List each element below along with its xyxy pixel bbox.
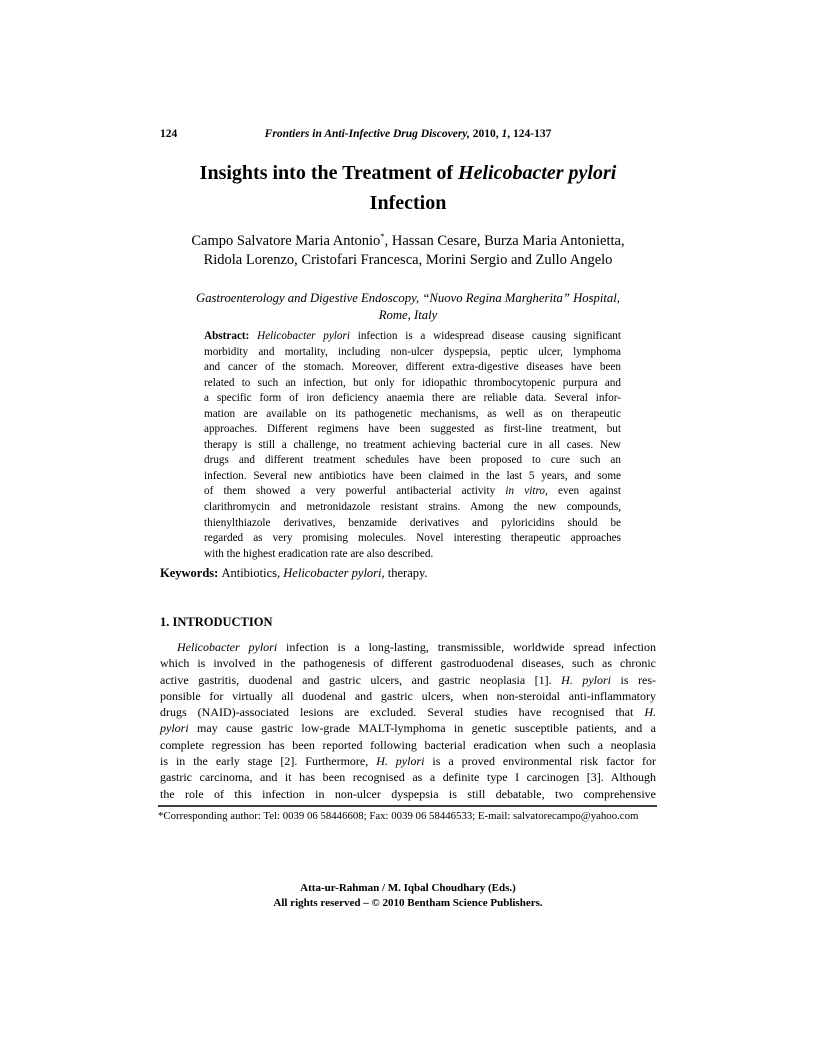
text-segment: drugs and different treatment schedules have been proposed to cure such an <box>204 454 621 467</box>
book-footer <box>160 881 656 910</box>
text-segment: in vitro <box>505 485 546 498</box>
text-line <box>204 531 621 547</box>
text-line <box>204 376 621 392</box>
text-segment: may cause gastric low-grade MALT-lymphoma in genetic susceptible patients, and a <box>188 721 656 736</box>
text-segment: and cancer of the stomach. Moreover, different extra-digestive diseases have been <box>204 361 621 374</box>
text-segment: Antibiotics, <box>221 566 284 580</box>
text-segment: Helicobacter pylori <box>283 566 382 580</box>
text-line <box>160 688 656 704</box>
text-line <box>160 720 656 736</box>
text-segment: related to such an infection, but only for idiopathic thrombocytopenic purpura and <box>204 376 621 389</box>
text-segment: is in the early stage [2]. Furthermore, <box>160 754 377 769</box>
text-segment: Abstract: <box>204 330 258 342</box>
journal-citation <box>160 128 656 140</box>
text-segment: with the highest eradication rate are also described. <box>204 547 434 560</box>
text-line <box>160 655 656 671</box>
text-segment: , Hassan Cesare, Burza Maria Antonietta, <box>384 232 625 249</box>
text-segment: Helicobacter pylori <box>458 162 617 184</box>
text-line <box>204 469 621 485</box>
text-segment: gastric carcinoma, and it has been recognised as a definite type I carcinogen [3]. Although <box>160 770 656 785</box>
text-segment: drugs (NAID)-associated lesions are excluded. Several studies have recognised that <box>160 705 645 720</box>
text-line <box>160 639 656 655</box>
text-line <box>160 227 656 251</box>
text-segment: complete regression has been reported following bacterial eradication when such a neoplasia <box>160 737 656 752</box>
text-segment: Helicobacter pylori <box>177 640 278 654</box>
text-line <box>204 453 621 469</box>
text-line <box>160 769 656 785</box>
text-line <box>158 188 658 218</box>
text-segment: H. pylori <box>376 754 425 769</box>
text-segment: regarded as very promising molecules. Novel interesting therapeutic approaches <box>204 532 621 545</box>
text-line <box>204 345 621 361</box>
text-segment: , even against <box>545 485 622 498</box>
text-segment: of them showed a very powerful antibacterial activity <box>204 485 506 498</box>
text-segment: the role of this infection in non-ulcer dyspepsia is still debatable, two comprehensive <box>160 786 656 801</box>
text-segment: is res- <box>611 672 656 687</box>
affiliation <box>160 290 656 323</box>
corresponding-author-note: *Corresponding author: Tel: 0039 06 58446608; Fax: 0039 06 58446533; E-mail: salvatorecampo@yahoo.com <box>158 810 639 822</box>
text-line <box>158 158 658 188</box>
text-segment: , 124-137 <box>507 128 552 140</box>
text-line <box>204 422 621 438</box>
introduction-paragraph <box>160 639 656 802</box>
text-segment: infection is a long-lasting, transmissible, worldwide spread infection <box>277 640 656 654</box>
text-segment: 1 <box>501 128 508 140</box>
footnote-rule <box>158 805 657 807</box>
text-segment: therapy is still a challenge, no treatment achieving bacterial cure in all cases. New <box>204 438 621 451</box>
text-segment: Frontiers in Anti-Infective Drug Discovery, <box>264 128 473 140</box>
text-segment: pylori <box>160 721 189 736</box>
copyright-line: All rights reserved – © 2010 Bentham Science Publishers. <box>273 896 543 909</box>
text-line <box>204 360 621 376</box>
running-head <box>160 128 656 144</box>
text-line <box>160 786 656 802</box>
text-segment: Gastroenterology and Digestive Endoscopy, “Nuovo Regina Margherita” Hospital, <box>196 291 620 305</box>
text-segment: infection is a widespread disease causing significant <box>349 330 622 342</box>
text-segment: Campo Salvatore Maria Antonio <box>191 232 381 249</box>
text-segment: infection. Several new antibiotics have been claimed in the last 5 years, and some <box>204 469 621 482</box>
text-segment: mation are available on its pathogenetic mechanisms, as well as on therapeutic <box>204 407 621 420</box>
text-segment: Rome, Italy <box>378 307 438 322</box>
text-line <box>204 500 621 516</box>
text-segment: which is involved in the pathogenesis of different gastroduodenal diseases, such as chronic <box>160 656 656 671</box>
text-segment: , therapy. <box>381 566 428 580</box>
text-line <box>204 438 621 454</box>
text-line <box>204 391 621 407</box>
text-segment: clarithromycin and metronidazole resistant strains. Among the new compounds, <box>204 501 621 514</box>
text-segment: Infection <box>369 192 447 214</box>
text-segment: Helicobacter pylori <box>257 330 350 342</box>
text-segment: morbidity and mortality, including non-ulcer dyspepsia, peptic ulcer, lymphoma <box>204 345 621 358</box>
text-segment: a specific form of iron deficiency anaemia there are reliable data. Several infor- <box>204 392 621 405</box>
editors-line: Atta-ur-Rahman / M. Iqbal Choudhary (Eds.) <box>300 882 516 894</box>
text-line <box>204 547 621 563</box>
text-line <box>160 307 656 324</box>
section-heading-introduction: 1. INTRODUCTION <box>160 615 273 629</box>
text-segment: approaches. Different regimens have been suggested as first-line treatment, but <box>204 423 621 436</box>
author-list <box>160 227 656 271</box>
text-segment: H. <box>644 705 656 720</box>
text-line <box>204 329 621 345</box>
text-line <box>160 672 656 688</box>
paper-title <box>158 158 658 218</box>
text-segment: Ridola Lorenzo, Cristofari Francesca, Morini Sergio and Zullo Angelo <box>203 252 613 269</box>
text-segment: H. pylori <box>561 672 611 687</box>
text-line <box>204 407 621 423</box>
text-segment: active gastritis, duodenal and gastric ulcers, and gastric neoplasia [1]. <box>160 672 562 687</box>
text-segment: thienylthiazole derivatives, benzamide derivatives and pyloricidins should be <box>204 516 621 529</box>
page-number: 124 <box>160 128 178 140</box>
text-segment: Keywords: <box>160 566 222 580</box>
text-segment: is a proved environmental risk factor for <box>424 754 656 769</box>
text-line <box>204 484 621 500</box>
text-line <box>204 516 621 532</box>
text-line <box>160 753 656 769</box>
abstract-block <box>204 329 621 562</box>
text-segment: 2010, <box>472 128 502 140</box>
text-segment: * <box>380 231 385 241</box>
text-line <box>160 704 656 720</box>
text-segment: Insights into the Treatment of <box>199 162 459 184</box>
text-segment: ponsible for virtually all duodenal and gastric ulcers, when non-steroidal anti-inflammatory <box>160 688 656 703</box>
text-line <box>160 251 656 271</box>
keywords-line <box>160 566 656 581</box>
text-line <box>160 737 656 753</box>
text-line <box>160 290 656 307</box>
